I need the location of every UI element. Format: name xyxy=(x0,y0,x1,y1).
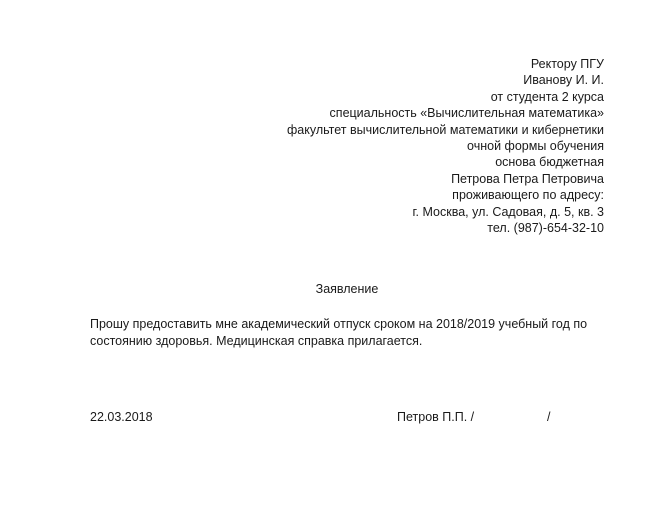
header-address-label: проживающего по адресу: xyxy=(452,188,604,203)
document-title: Заявление xyxy=(315,282,379,296)
addressee-header xyxy=(287,56,604,236)
header-recipient-name: Иванову И. И. xyxy=(523,73,604,88)
header-address: г. Москва, ул. Садовая, д. 5, кв. 3 xyxy=(412,204,604,219)
header-study-form: очной формы обучения xyxy=(467,139,604,154)
header-recipient-title: Ректору ПГУ xyxy=(530,57,604,71)
header-specialty: специальность «Вычислительная математика» xyxy=(329,106,604,121)
signature-row xyxy=(90,410,560,428)
signature-slash-end: / xyxy=(547,410,551,424)
document-date: 22.03.2018 xyxy=(90,410,153,424)
header-faculty: факультет вычислительной математики и кибернетики xyxy=(287,122,604,137)
header-sender-course: от студента 2 курса xyxy=(490,89,604,104)
document-body: Прошу предоставить мне академический отпуск сроком на 2018/2019 учебный год по состоянию здоровья. Медицинская справка прилагается. xyxy=(90,317,588,348)
header-funding-basis: основа бюджетная xyxy=(495,155,604,170)
signature-name: Петров П.П. / xyxy=(397,410,475,424)
header-phone: тел. (987)-654-32-10 xyxy=(487,221,604,236)
header-sender-name: Петрова Петра Петровича xyxy=(451,171,604,186)
